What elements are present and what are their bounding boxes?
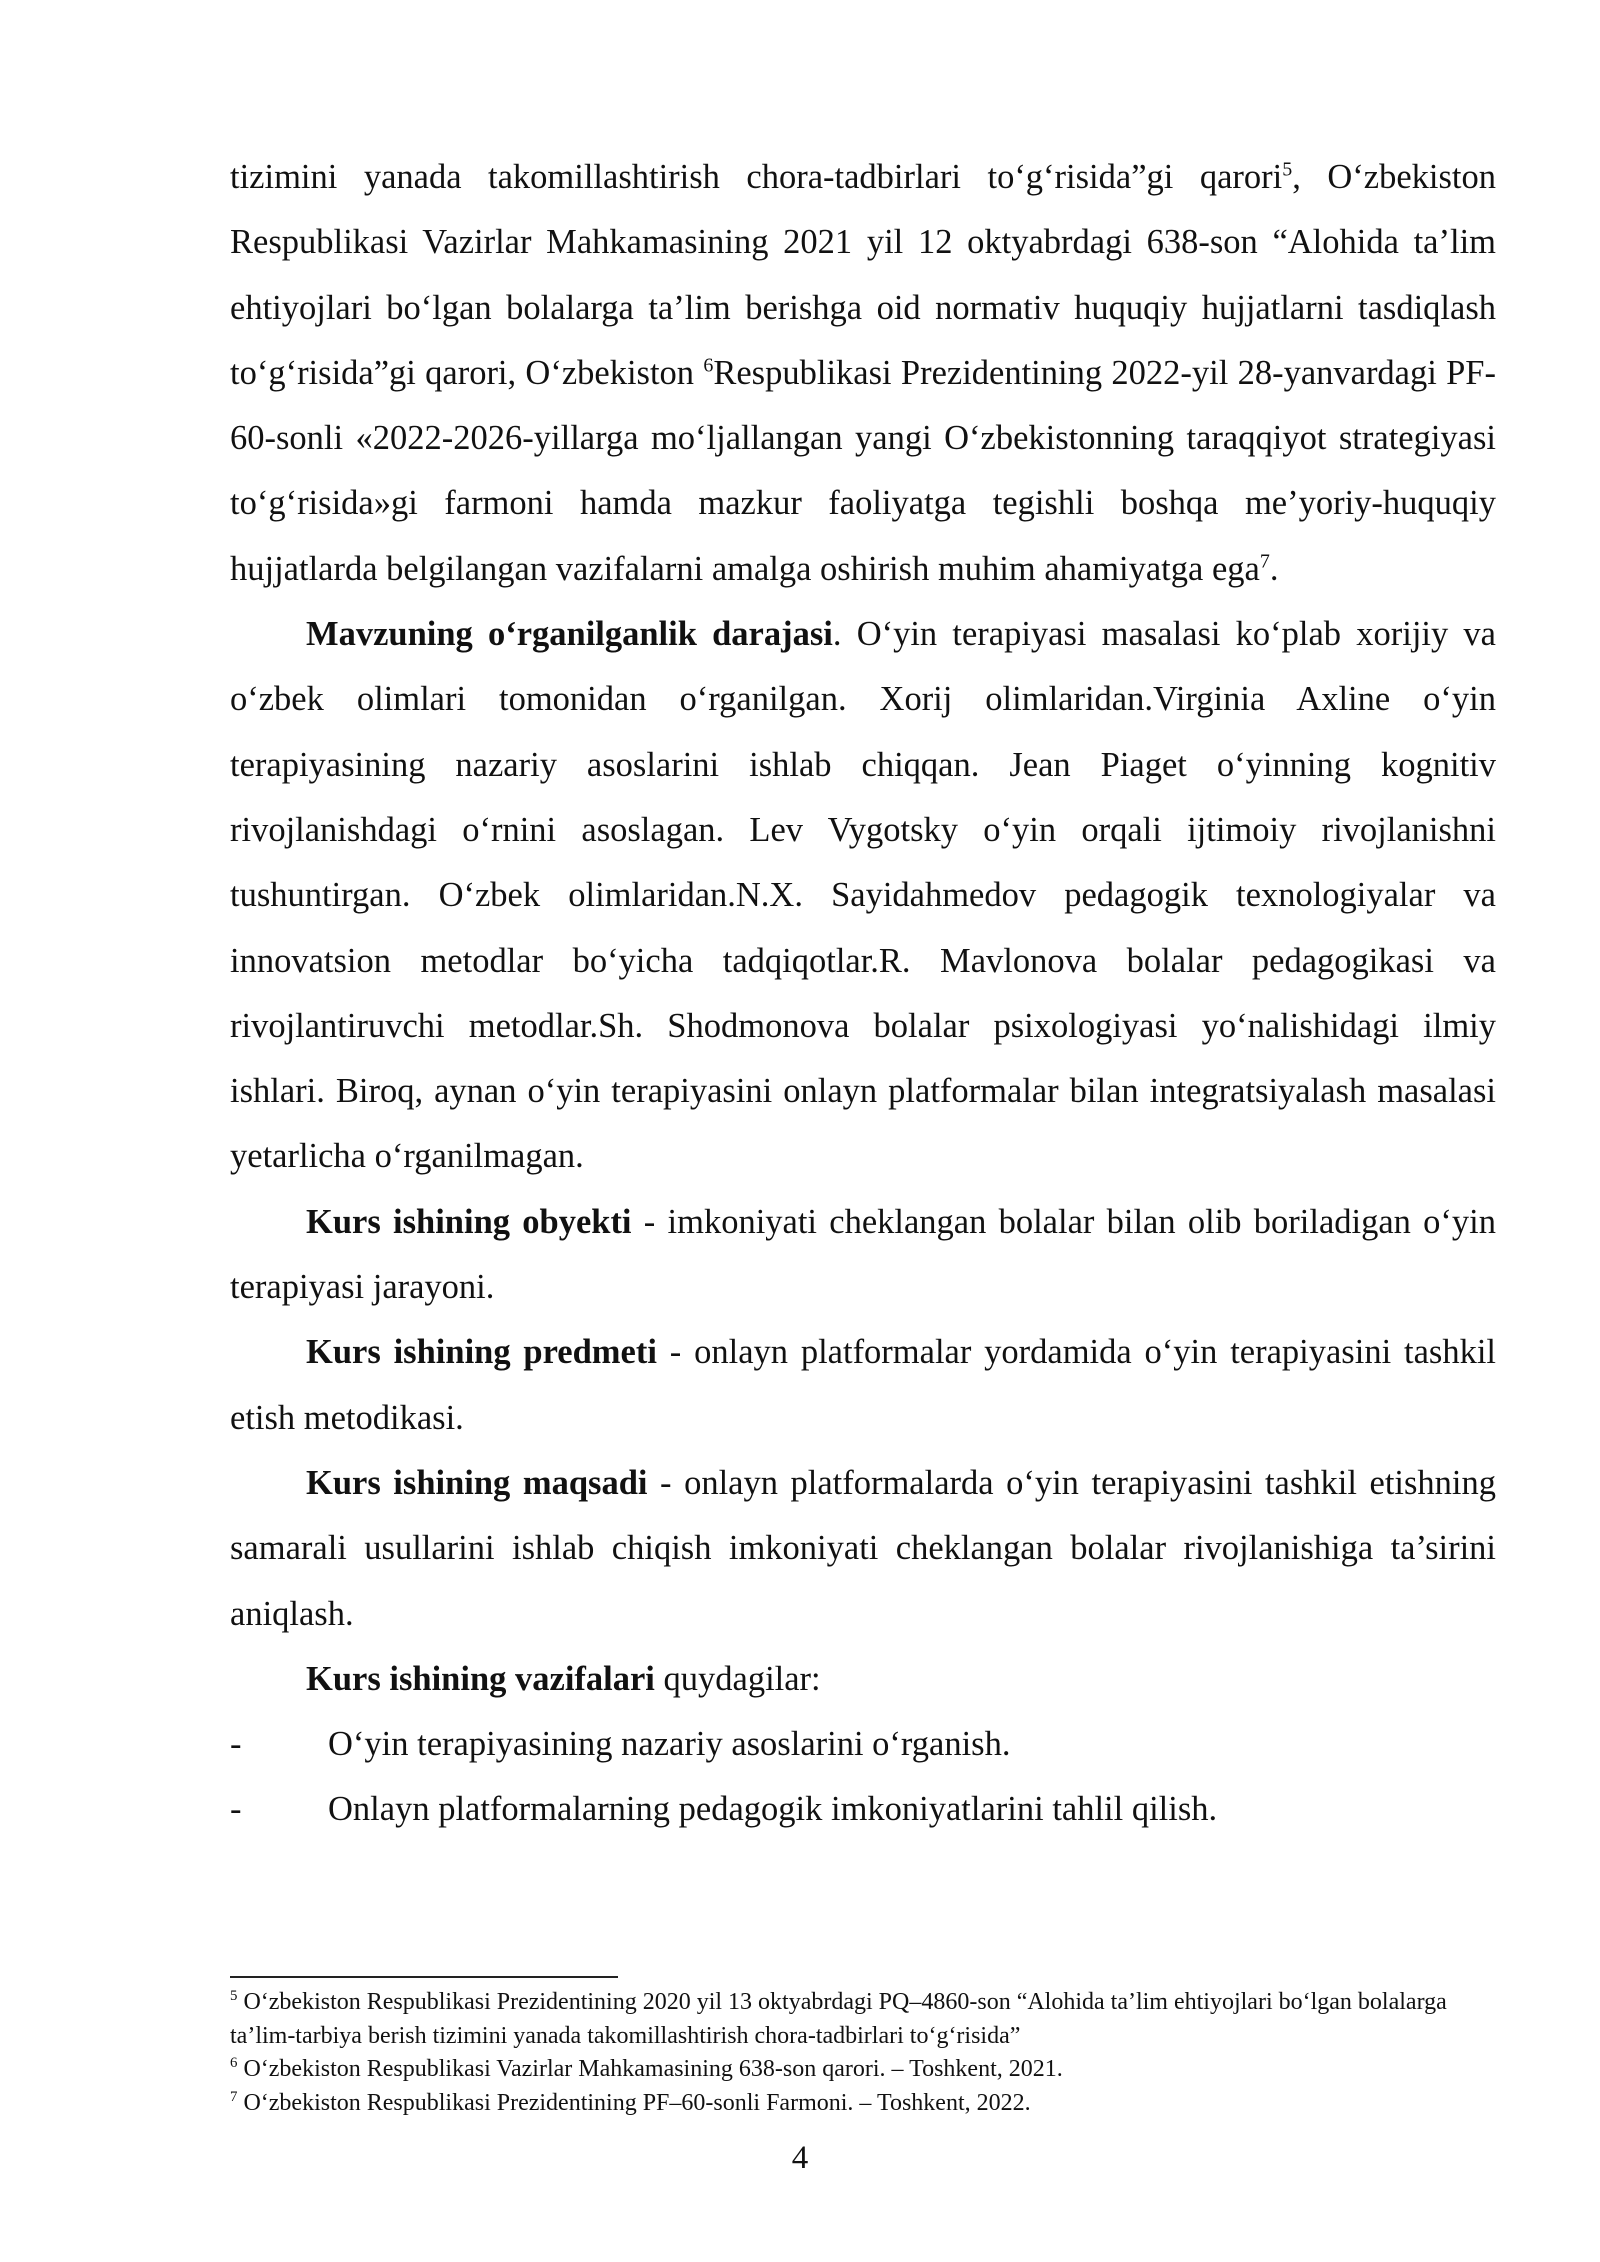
- heading-tasks: Kurs ishining vazifalari: [306, 1659, 655, 1698]
- paragraph-goal: [230, 1451, 1496, 1647]
- document-body: [230, 145, 1496, 1843]
- footnote-text: O‘zbekiston Respublikasi Vazirlar Mahkamasining 638-son qarori. – Toshkent, 2021.: [237, 2056, 1063, 2082]
- footnote-ref-6[interactable]: 6: [703, 354, 714, 377]
- paragraph-study-degree: [230, 602, 1496, 1190]
- footnote-ref-5[interactable]: 5: [1282, 158, 1293, 181]
- footnote-number: 5: [230, 1988, 238, 2005]
- para1-text-4: .: [1269, 549, 1279, 588]
- list-item: [230, 1712, 1496, 1777]
- paragraph-legal-basis: [230, 145, 1496, 602]
- footnote-number: 7: [230, 2088, 238, 2105]
- subject-text: - onlayn platformalar yordamida o‘yin terapiyasini tashkil etish metodikasi.: [230, 1333, 1496, 1437]
- goal-text: - onlayn platformalarda o‘yin terapiyasini tashkil etishning samarali usullarini ishlab chiqish imkoniyati cheklangan bolalar rivojlanishiga ta’sirini aniqlash.: [230, 1463, 1497, 1633]
- footnote-7: [230, 2087, 1470, 2121]
- heading-goal: Kurs ishining maqsadi: [306, 1463, 648, 1502]
- footnote-6: [230, 2053, 1470, 2087]
- heading-subject: Kurs ishining predmeti: [306, 1333, 657, 1372]
- study-degree-text: . O‘yin terapiyasi masalasi ko‘plab xorijiy va o‘zbek olimlari tomonidan o‘rganilgan. Xorij olimlaridan.Virginia Axline o‘yin terapiyasining nazariy asoslarini ishlab chiqqan. Jean Piaget o‘yinning kognitiv rivojlanishdagi o‘rnini asoslagan. Lev Vygotsky o‘yin orqali ijtimoiy rivojlanishni tushuntirgan. O‘zbek olimlaridan.N.X. Sayidahmedov pedagogik texnologiyalar va innovatsion metodlar bo‘yicha tadqiqotlar.R. Mavlonova bolalar pedagogikasi va rivojlantiruvchi metodlar.Sh. Shodmonova bolalar psixologiyasi yo‘nalishidagi ilmiy ishlari. Biroq, aynan o‘yin terapiyasini onlayn platformalar bilan integratsiyalash masalasi yetarlicha o‘rganilmagan.: [230, 615, 1496, 1176]
- footnote-text: O‘zbekiston Respublikasi Prezidentining PF–60-sonli Farmoni. – Toshkent, 2022.: [237, 2089, 1031, 2116]
- list-dash: -: [230, 1725, 242, 1764]
- tasks-list: [230, 1712, 1496, 1843]
- paragraph-object: [230, 1190, 1496, 1321]
- paragraph-subject: [230, 1320, 1496, 1451]
- para1-text-3: Respublikasi Prezidentining 2022-yil 28-yanvardagi PF-60-sonli «2022-2026-yillarga mo‘ljallangan yangi O‘zbekistonning taraqqiyot strategiyasi to‘g‘risida»gi farmoni hamda mazkur faoliyatga tegishli boshqa me’yoriy-huquqiy hujjatlarda belgilangan vazifalarni amalga oshirish muhim ahamiyatga ega: [230, 353, 1496, 588]
- footnote-ref-7[interactable]: 7: [1259, 550, 1270, 573]
- footnote-5: [230, 1986, 1470, 2053]
- footnotes: [230, 1986, 1470, 2120]
- paragraph-tasks: [230, 1647, 1496, 1712]
- para1-text-1: tizimini yanada takomillashtirish chora-tadbirlari to‘g‘risida”gi qarori: [230, 158, 1283, 196]
- object-text: - imkoniyati cheklangan bolalar bilan olib boriladigan o‘yin terapiyasi jarayoni.: [230, 1202, 1496, 1307]
- tasks-text: quydagilar:: [654, 1659, 821, 1698]
- list-item-text: Onlayn platformalarning pedagogik imkoniyatlarini tahlil qilish.: [328, 1790, 1218, 1829]
- footnote-number: 6: [230, 2055, 238, 2072]
- list-item-text: O‘yin terapiyasining nazariy asoslarini o‘rganish.: [328, 1725, 1011, 1764]
- page-number: 4: [791, 2140, 809, 2176]
- list-dash: -: [230, 1790, 242, 1829]
- heading-study-degree: Mavzuning o‘rganilganlik darajasi: [306, 615, 833, 654]
- heading-object: Kurs ishining obyekti: [306, 1202, 632, 1241]
- para1-text-2: , O‘zbekiston Respublikasi Vazirlar Mahkamasining 2021 yil 12 oktyabrdagi 638-son “Alohida ta’lim ehtiyojlari bo‘lgan bolalarga ta’lim berishga oid normativ huquqiy hujjatlarni tasdiqlash to‘g‘risida”gi qarori, O‘zbekiston: [230, 158, 1496, 392]
- footnote-separator: [230, 1976, 618, 1978]
- list-item: [230, 1777, 1496, 1842]
- footnote-text: O‘zbekiston Respublikasi Prezidentining 2020 yil 13 oktyabrdagi PQ–4860-son “Alohida ta’lim ehtiyojlari bo‘lgan bolalarga ta’lim-tarbiya berish tizimini yanada takomillashtirish chora-tadbirlari to‘g‘risida”: [230, 1989, 1447, 2049]
